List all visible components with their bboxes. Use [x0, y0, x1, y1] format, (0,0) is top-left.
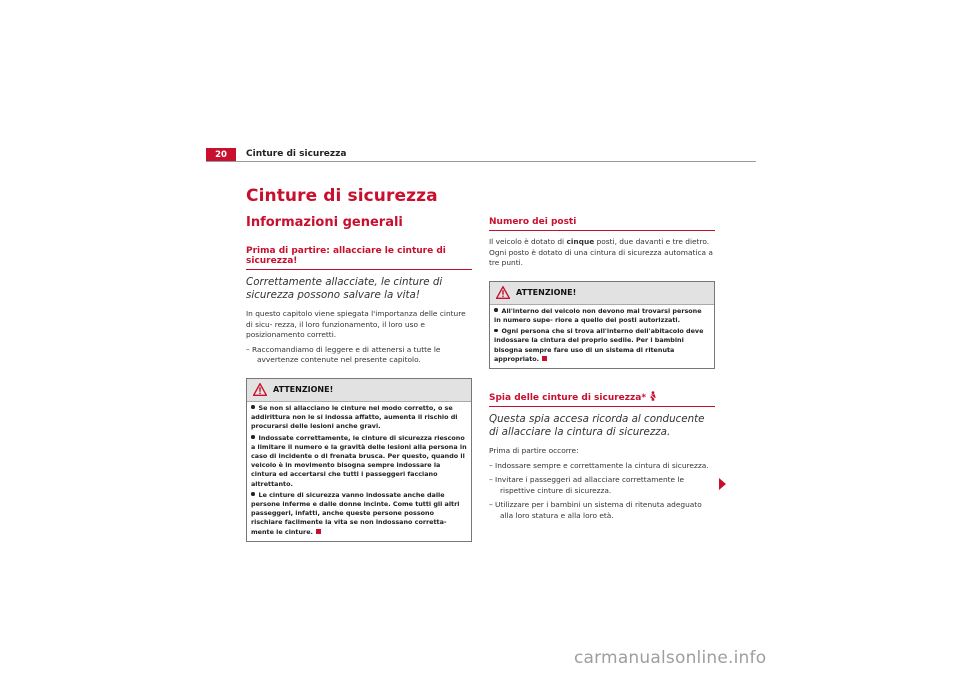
section-heading: Spia delle cinture di sicurezza*: [489, 391, 715, 407]
warning-title: ATTENZIONE!: [273, 385, 334, 395]
section-heading: Prima di partire: allacciare le cinture di sicurezza!: [246, 246, 472, 270]
next-page-arrow-icon[interactable]: [719, 478, 726, 490]
bullet-icon: [494, 308, 498, 312]
warning-triangle-icon: [253, 383, 267, 396]
warning-header: [247, 379, 471, 402]
warning-item: All'interno del veicolo non devono mai trovarsi persone in numero supe- riore a quello dei posti autorizzati.: [494, 306, 702, 324]
instruction-item: – Invitare i passeggeri ad allacciare correttamente le rispettive cinture di sicurezza.: [489, 475, 685, 495]
section-heading: Numero dei posti: [489, 217, 715, 231]
section-lead: Prima di partire occorre:: [489, 446, 579, 455]
seatbelt-warning-icon: [648, 391, 658, 401]
bullet-icon: [251, 435, 255, 439]
end-of-section-icon: [316, 529, 321, 534]
emphasis-text: cinque: [566, 237, 595, 246]
instruction-item: – Indossare sempre e correttamente la cintura di sicurezza.: [489, 460, 709, 470]
page-number: 20: [206, 148, 236, 162]
section-intro: Questa spia accesa ricorda al conducente di allacciare la cintura di sicurezza.: [489, 413, 705, 438]
bullet-icon: [251, 492, 255, 496]
warning-title: ATTENZIONE!: [516, 288, 577, 298]
chapter-title: Cinture di sicurezza: [246, 186, 438, 206]
warning-header: [490, 282, 714, 305]
warning-item: Indossate correttamente, le cinture di sicurezza riescono a limitare il numero e la gravità delle lesioni alla persona in caso di incidente o di frenata brusca. Per questo, quando il veicolo è in movimento bisogna sempre indossare la cintura ed accertarsi che tutti i passeggeri facciano altrettanto.: [251, 433, 467, 488]
bullet-icon: [494, 329, 498, 333]
section-intro: Correttamente allacciate, le cinture di sicurezza possono salvare la vita!: [246, 276, 443, 301]
warning-box: [246, 378, 472, 542]
instruction-item: – Raccomandiamo di leggere e di attenersi a tutte le avvertenze contenute nel presente capitolo.: [246, 344, 441, 365]
warning-item: Le cinture di sicurezza vanno indossate anche dalle persone inferme e dalle donne incinte. Come tutti gli altri passeggeri, infatti, anche queste persone possono rischiare facilmente la vita se non indossano corretta- mente le cinture.: [251, 490, 460, 536]
running-header: Cinture di sicurezza: [246, 149, 347, 159]
bullet-icon: [251, 405, 255, 409]
section-paragraph: Il veicolo è dotato di cinque posti, due davanti e tre dietro. Ogni posto è dotato di una cintura di sicurezza automatica a tre punti.: [489, 237, 713, 268]
seatbelt-warning-light-section: [489, 391, 715, 522]
warning-item: Ogni persona che si trova all'interno dell'abitacolo deve indossare la cintura del proprio sedile. Per i bambini bisogna sempre fare uso di un sistema di ritenuta appropriato.: [494, 327, 704, 363]
left-column: [246, 246, 472, 542]
section-paragraph: In questo capitolo viene spiegata l'importanza delle cinture di sicu- rezza, il loro funzionamento, il loro uso e posizionamento corretti.: [246, 309, 466, 340]
header-rule: [206, 161, 756, 162]
end-of-section-icon: [542, 356, 547, 361]
warning-triangle-icon: [496, 286, 510, 299]
warning-box: [489, 281, 715, 369]
chapter-subtitle: Informazioni generali: [246, 215, 403, 230]
instruction-item: – Utilizzare per i bambini un sistema di ritenuta adeguato alla loro statura e alla loro età.: [489, 500, 702, 520]
warning-item: Se non si allacciano le cinture nel modo corretto, o se addirittura non le si indossa affatto, aumenta il rischio di procurarsi delle lesioni anche gravi.: [251, 403, 458, 431]
watermark: carmanualsonline.info: [574, 648, 767, 668]
right-column: [489, 217, 715, 522]
